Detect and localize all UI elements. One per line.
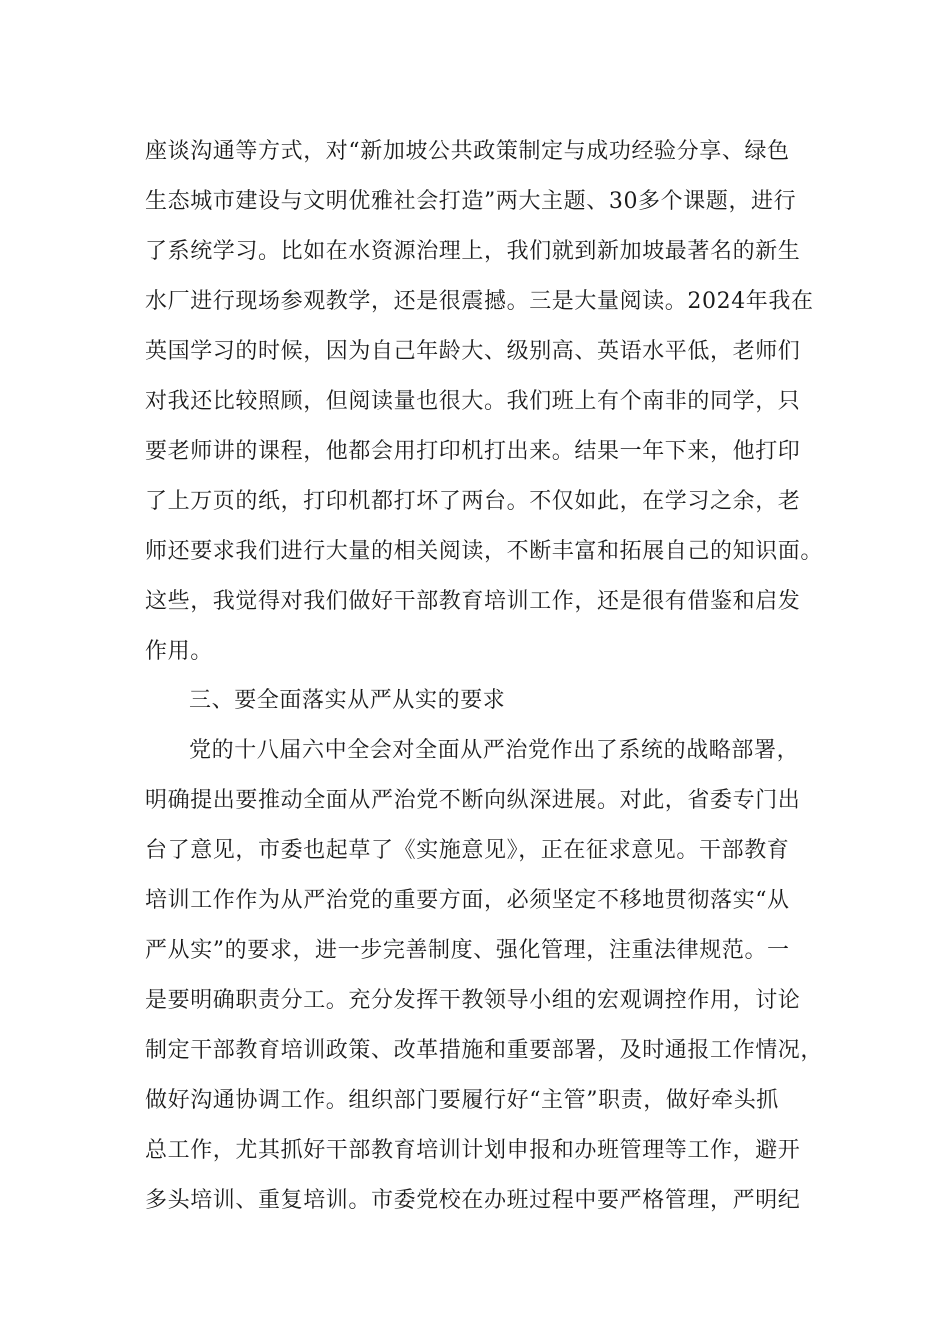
paragraph-first-line: 党的十八届六中全会对全面从严治党作出了系统的战略部署，: [189, 738, 800, 763]
body-text-line: 多头培训、重复培训。市委党校在办班过程中要严格管理，严明纪: [145, 1188, 801, 1213]
body-text-line: 了系统学习。比如在水资源治理上，我们就到新加坡最著名的新生: [145, 239, 801, 264]
body-text-line: 明确提出要推动全面从严治党不断向纵深进展。对此，省委专门出: [145, 788, 801, 813]
body-text-line: 培训工作作为从严治党的重要方面，必须坚定不移地贯彻落实“从: [145, 888, 790, 913]
body-text-line: 要老师讲的课程，他都会用打印机打出来。结果一年下来，他打印: [145, 439, 801, 464]
body-text-line: 总工作，尤其抓好干部教育培训计划申报和办班管理等工作，避开: [145, 1138, 801, 1163]
body-text-line: 座谈沟通等方式，对“新加坡公共政策制定与成功经验分享、绿色: [145, 139, 790, 164]
body-text-line: 这些，我觉得对我们做好干部教育培训工作，还是很有借鉴和启发: [145, 589, 801, 614]
body-text-line: 做好沟通协调工作。组织部门要履行好“主管”职责，做好牵头抓: [145, 1088, 779, 1113]
body-text-line: 英国学习的时候，因为自己年龄大、级别高、英语水平低，老师们: [145, 339, 801, 364]
body-text-line: 严从实”的要求，进一步完善制度、强化管理，注重法律规范。一: [145, 938, 790, 963]
body-text-line: 是要明确职责分工。充分发挥干教领导小组的宏观调控作用，讨论: [145, 988, 801, 1013]
body-text-line: 生态城市建设与文明优雅社会打造”两大主题、30多个课题，进行: [145, 189, 797, 214]
body-text-line: 作用。: [145, 639, 213, 664]
section-heading: 三、要全面落实从严从实的要求: [189, 688, 506, 713]
body-text-line: 制定干部教育培训政策、改革措施和重要部署，及时通报工作情况，: [145, 1038, 824, 1063]
body-text-line: 师还要求我们进行大量的相关阅读，不断丰富和拓展自己的知识面。: [145, 539, 824, 564]
body-text-line: 台了意见，市委也起草了《实施意见》，正在征求意见。干部教育: [145, 838, 790, 863]
body-text-line: 对我还比较照顾，但阅读量也很大。我们班上有个南非的同学，只: [145, 389, 801, 414]
body-text-line: 了上万页的纸，打印机都打坏了两台。不仅如此，在学习之余，老: [145, 489, 801, 514]
body-text-line: 水厂进行现场参观教学，还是很震撼。三是大量阅读。2024年我在: [145, 289, 814, 314]
